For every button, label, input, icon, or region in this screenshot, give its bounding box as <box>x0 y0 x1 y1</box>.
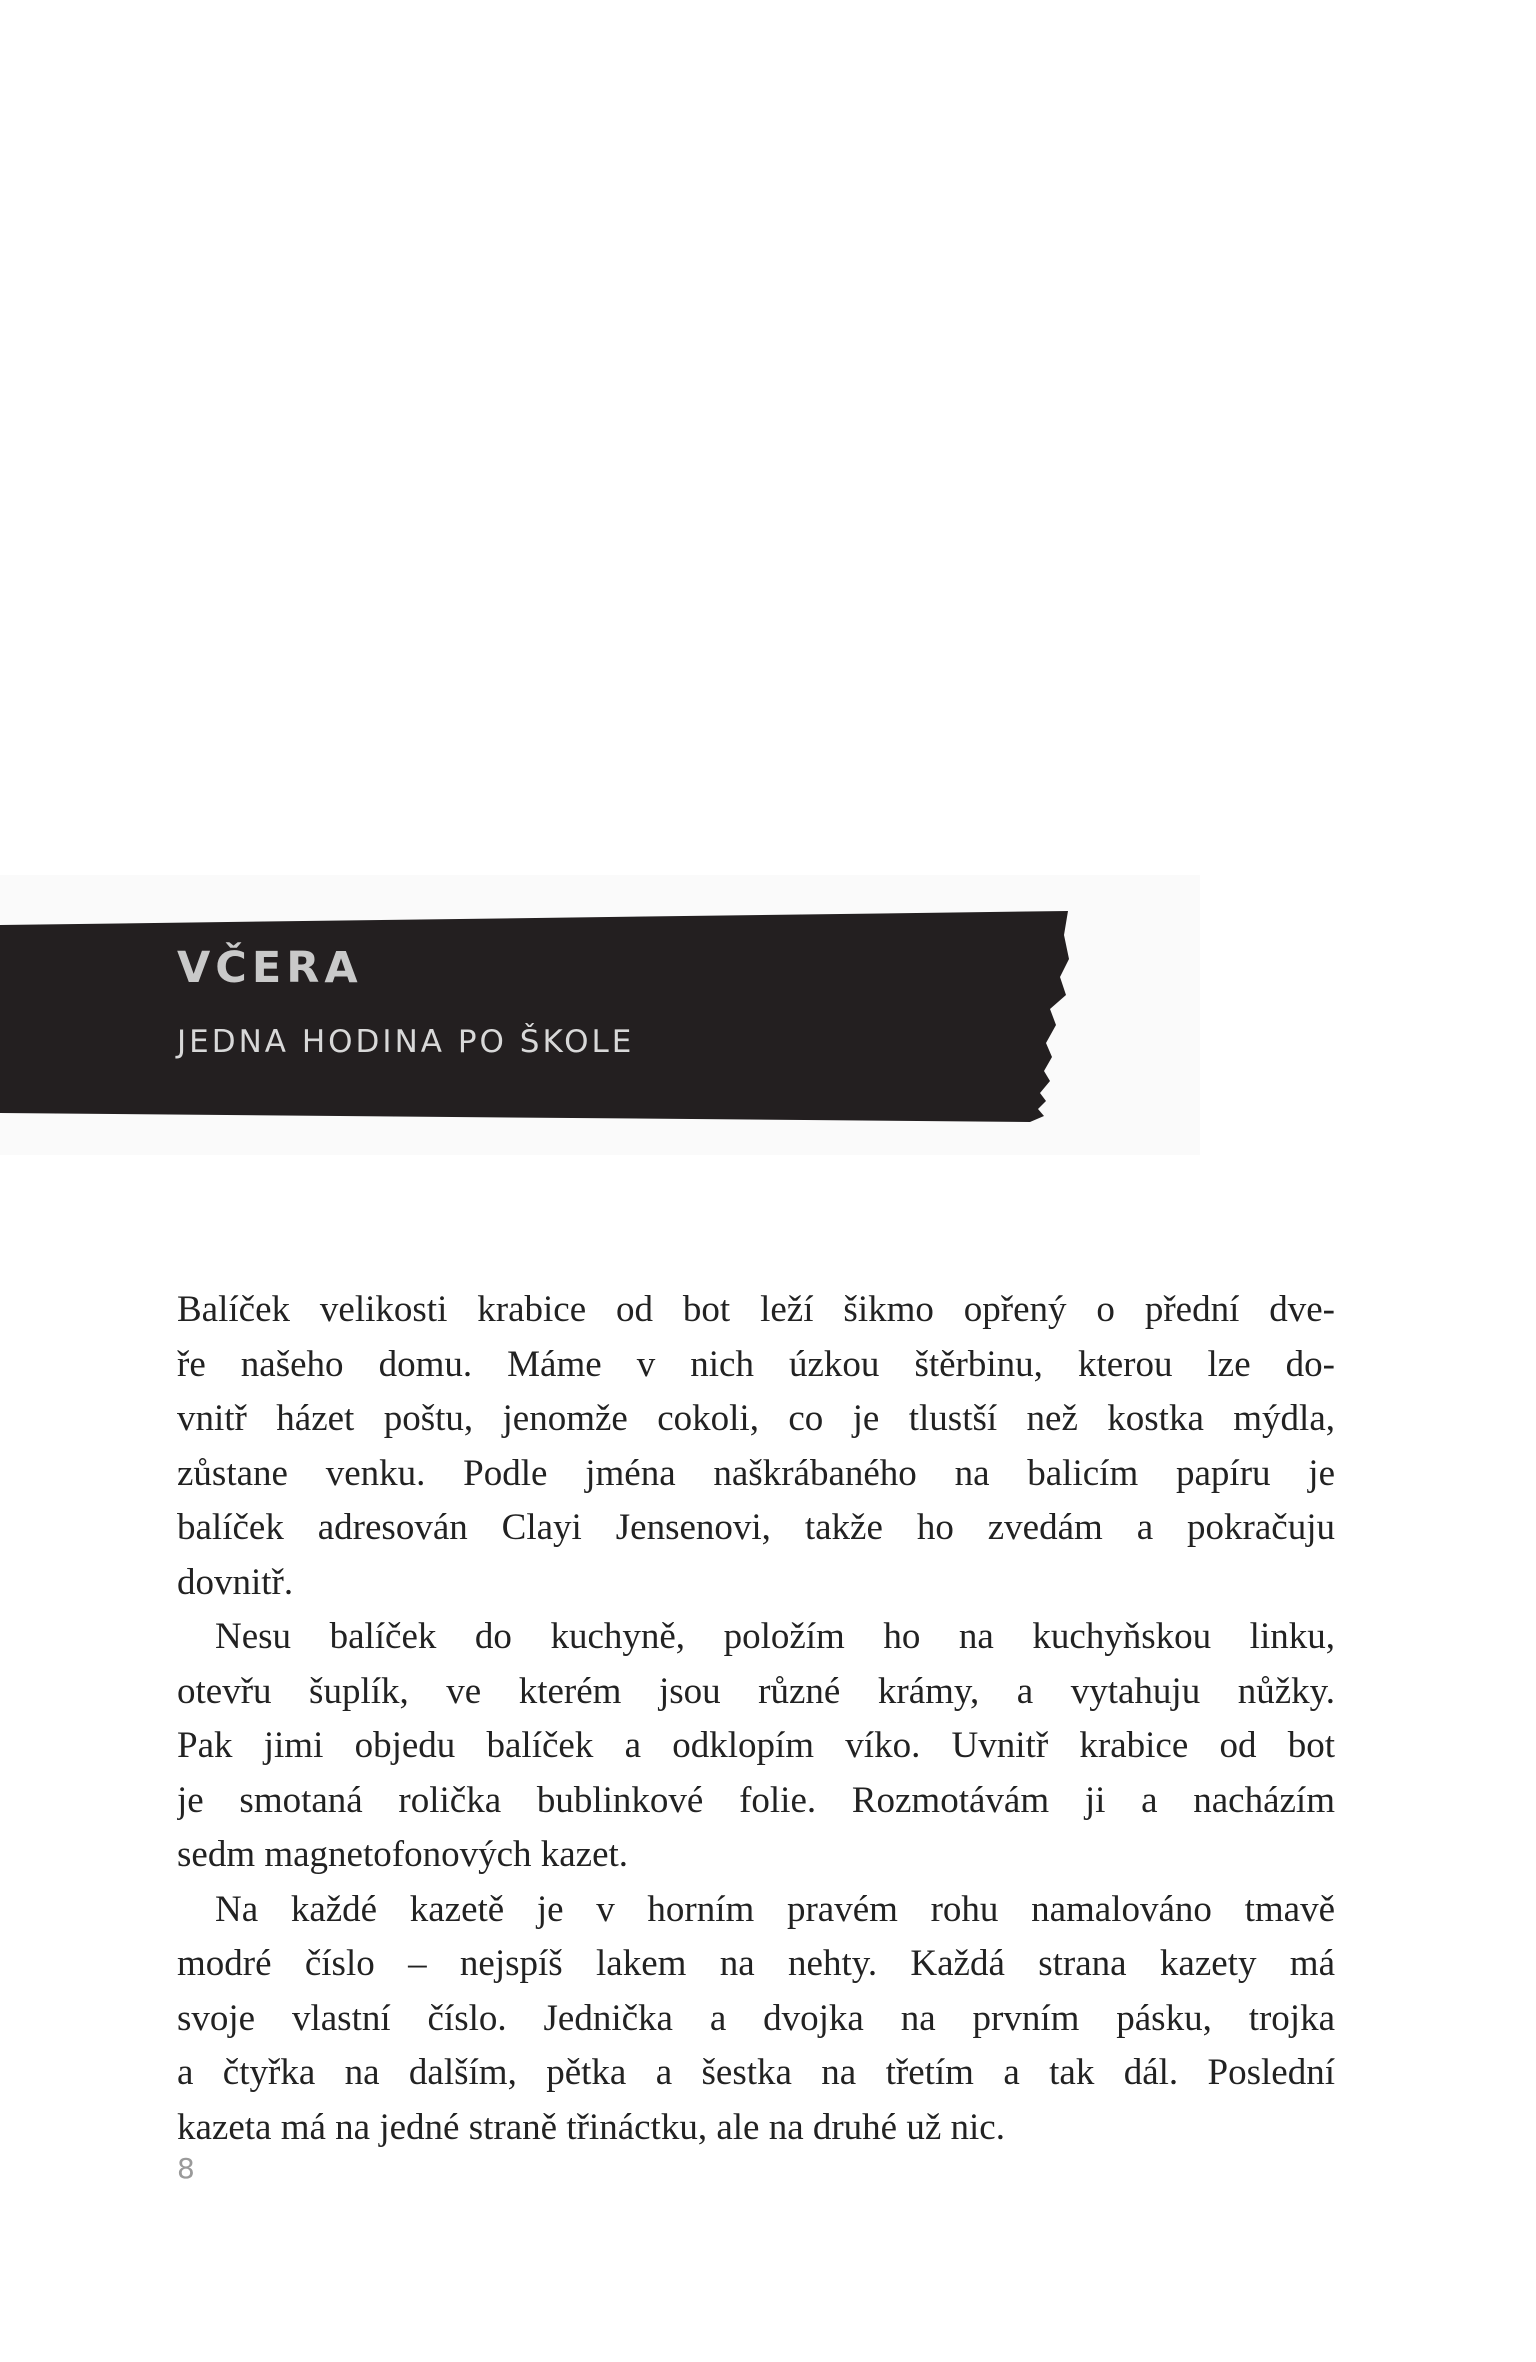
text-line: Na každé kazetě je v horním pravém rohu namalováno tmavě <box>215 1888 1335 1930</box>
text-line: otevřu šuplík, ve kterém jsou různé krámy, a vytahuju nůžky. <box>177 1670 1335 1712</box>
page-number: 8 <box>177 2152 195 2185</box>
text-line: Nesu balíček do kuchyně, položím ho na kuchyňskou linku, <box>215 1616 1335 1657</box>
chapter-banner <box>0 875 1200 1155</box>
text-line: zůstane venku. Podle jména naškrábaného na balicím papíru je <box>177 1452 1335 1494</box>
paragraph-2 <box>177 1610 1335 1883</box>
chapter-title: VČERA <box>177 943 363 993</box>
text-line: Pak jimi objedu balíček a odklopím víko. Uvnitř krabice od bot <box>177 1725 1335 1766</box>
text-line: Balíček velikosti krabice od bot leží šikmo opřený o přední dve- <box>177 1289 1335 1330</box>
paragraph-1 <box>177 1283 1335 1610</box>
text-line: dovnitř. <box>177 1561 294 1603</box>
text-line: a čtyřka na dalším, pětka a šestka na třetím a tak dál. Poslední <box>177 2052 1335 2093</box>
text-line: sedm magnetofonových kazet. <box>177 1834 629 1875</box>
text-line: je smotaná rolička bublinkové folie. Rozmotávám ji a nacházím <box>177 1779 1335 1821</box>
text-line: svoje vlastní číslo. Jednička a dvojka na prvním pásku, trojka <box>177 1997 1335 2039</box>
text-line: kazeta má na jedné straně třináctku, ale na druhé už nic. <box>177 2106 1005 2148</box>
text-line: modré číslo – nejspíš lakem na nehty. Každá strana kazety má <box>177 1943 1335 1984</box>
paragraph-3 <box>177 1883 1335 2156</box>
text-line: vnitř házet poštu, jenomže cokoli, co je tlustší než kostka mýdla, <box>177 1398 1335 1439</box>
text-line: ře našeho domu. Máme v nich úzkou štěrbinu, kterou lze do- <box>177 1343 1335 1385</box>
body-text <box>177 1283 1335 2155</box>
text-line: balíček adresován Clayi Jensenovi, takže ho zvedám a pokračuju <box>177 1507 1335 1548</box>
torn-tape-shape <box>0 875 1200 1155</box>
chapter-subtitle: JEDNA HODINA PO ŠKOLE <box>177 1024 635 1060</box>
